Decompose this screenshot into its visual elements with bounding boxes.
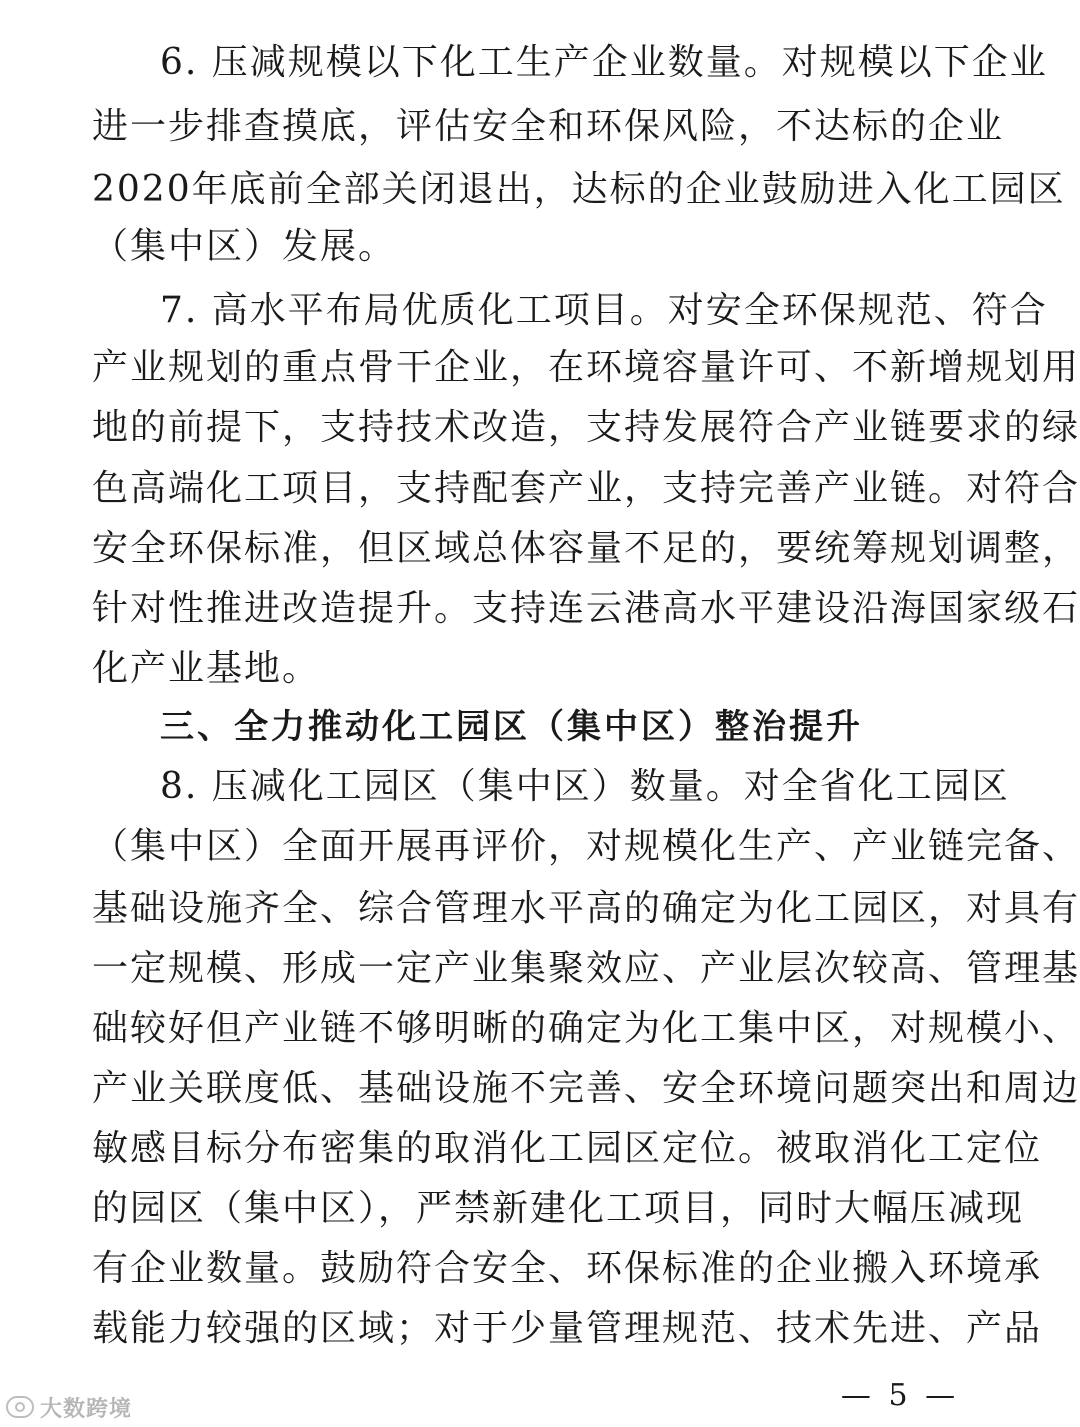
item8-line-3: 基础设施齐全、综合管理水平高的确定为化工园区，对具有 bbox=[92, 888, 1080, 929]
page-number: — 5 — bbox=[840, 1378, 960, 1413]
item7-line-3: 地的前提下，支持技术改造，支持发展符合产业链要求的绿 bbox=[92, 407, 1080, 448]
item6-line-3: 2020年底前全部关闭退出，达标的企业鼓励进入化工园区 bbox=[92, 169, 1066, 210]
item7-line-7: 化产业基地。 bbox=[92, 648, 321, 689]
item8-line-6: 产业关联度低、基础设施不完善、安全环境问题突出和周边 bbox=[92, 1068, 1080, 1109]
item8-line-5: 础较好但产业链不够明晰的确定为化工集中区，对规模小、 bbox=[92, 1008, 1080, 1049]
item6-line-4: （集中区）发展。 bbox=[92, 226, 397, 267]
item7-line-2: 产业规划的重点骨干企业，在环境容量许可、不新增规划用 bbox=[92, 347, 1080, 388]
item8-line-10: 载能力较强的区域；对于少量管理规范、技术先进、产品 bbox=[92, 1308, 1043, 1349]
item6-line-2: 进一步排查摸底，评估安全和环保风险，不达标的企业 bbox=[92, 106, 1005, 147]
item7-line-1: 7. 高水平布局优质化工项目。对安全环保规范、符合 bbox=[160, 290, 1048, 331]
item7-line-4: 色高端化工项目，支持配套产业，支持完善产业链。对符合 bbox=[92, 468, 1080, 509]
watermark-text: 大数跨境 bbox=[40, 1396, 133, 1422]
watermark-logo-icon bbox=[6, 1396, 34, 1418]
item7-line-5: 安全环保标准，但区域总体容量不足的，要统筹规划调整， bbox=[92, 528, 1080, 569]
item7-line-6: 针对性推进改造提升。支持连云港高水平建设沿海国家级石 bbox=[92, 588, 1080, 629]
section-heading: 三、全力推动化工园区（集中区）整治提升 bbox=[160, 707, 863, 747]
item8-line-1: 8. 压减化工园区（集中区）数量。对全省化工园区 bbox=[160, 766, 1010, 807]
item8-line-8: 的园区（集中区），严禁新建化工项目，同时大幅压减现 bbox=[92, 1188, 1025, 1229]
item8-line-9: 有企业数量。鼓励符合安全、环保标准的企业搬入环境承 bbox=[92, 1248, 1043, 1289]
item6-line-1: 6. 压减规模以下化工生产企业数量。对规模以下企业 bbox=[160, 42, 1048, 83]
watermark bbox=[6, 1392, 132, 1422]
item8-line-4: 一定规模、形成一定产业集聚效应、产业层次较高、管理基 bbox=[92, 948, 1080, 989]
item8-line-2: （集中区）全面开展再评价，对规模化生产、产业链完备、 bbox=[92, 826, 1080, 867]
item8-line-7: 敏感目标分布密集的取消化工园区定位。被取消化工定位 bbox=[92, 1128, 1043, 1169]
